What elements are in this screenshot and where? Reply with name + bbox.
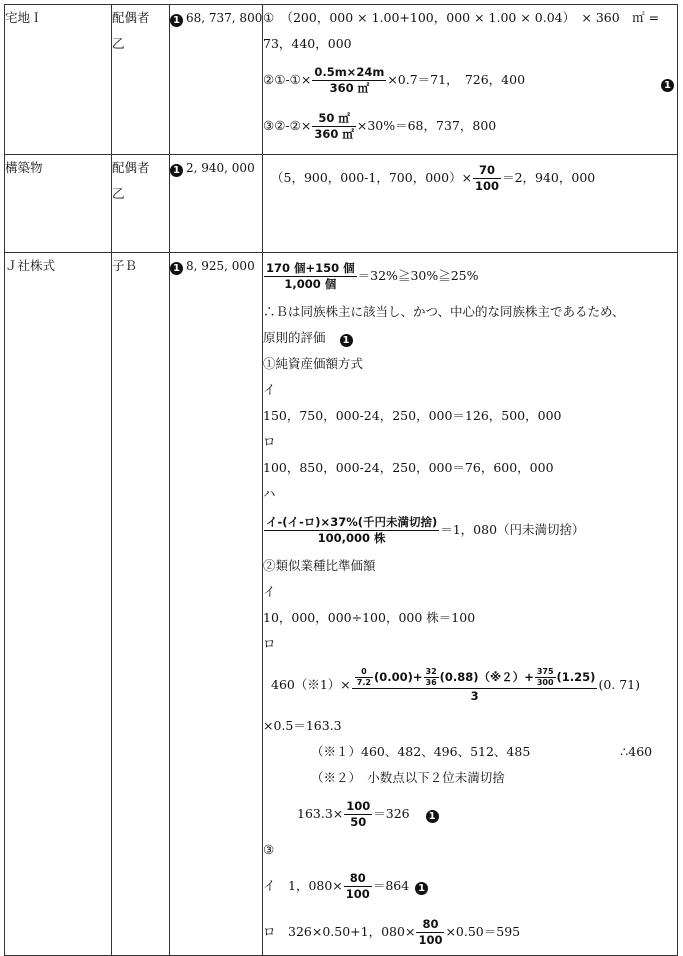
fraction-numerator: 0.5m×24m	[314, 65, 385, 79]
fraction	[473, 163, 501, 194]
fraction-denominator: 360 ㎡	[314, 127, 354, 141]
calc-text: ＝864	[372, 878, 410, 893]
calc-text: ×0.7＝71， 726，400	[387, 72, 526, 87]
calc-line	[263, 791, 677, 837]
fraction	[344, 871, 372, 902]
calc-line	[263, 909, 677, 955]
calc-text: 460（※1）×	[271, 677, 351, 692]
calc-text: ＝32%≧30%≧25%	[357, 268, 479, 283]
table-row	[5, 5, 678, 155]
calc-line: ハ	[263, 486, 276, 501]
point-mark-icon: 1	[661, 79, 674, 92]
fraction-numerator: 80	[344, 871, 372, 887]
fraction-numerator: 100	[346, 799, 371, 813]
calc-text: ②①-①×	[263, 72, 312, 87]
calc-line	[263, 57, 677, 103]
calc-text: ロ 326×0.50+1，080×	[263, 924, 416, 939]
calc-text: (1.25)	[556, 670, 596, 684]
fraction-denominator: 100,000 株	[317, 531, 386, 545]
amount-cell	[170, 5, 263, 155]
fraction-numerator: 0	[355, 667, 373, 678]
fraction	[312, 111, 356, 142]
fraction-numerator: 170 個+150 個	[266, 261, 355, 275]
fraction	[535, 667, 556, 688]
point-mark-icon: 1	[170, 164, 183, 177]
calc-line: 10，000，000÷100，000 株＝100	[263, 610, 476, 625]
fraction	[312, 65, 386, 96]
calc-line: イ	[263, 382, 276, 397]
calc-line	[263, 507, 677, 553]
fraction-denominator: 300	[536, 678, 554, 687]
calculation-cell	[263, 155, 678, 253]
fraction-denominator: 100	[345, 887, 370, 901]
calc-text: ×30%＝68，737，800	[356, 118, 497, 133]
amount-value: 8, 925, 000	[186, 259, 255, 273]
amount-value: 2, 940, 000	[186, 161, 255, 175]
fraction	[416, 917, 444, 948]
fraction-denominator: 1,000 個	[284, 277, 337, 291]
calc-line: ①純資産価額方式	[263, 356, 364, 371]
point-mark-icon: 1	[426, 810, 439, 823]
calc-text: 原則的評価	[263, 330, 326, 345]
fraction-numerator: 50 ㎡	[312, 111, 356, 127]
table-row	[5, 253, 678, 956]
calc-text: （5，900，000-1，700，000）×	[271, 170, 473, 185]
point-mark-icon: 1	[170, 14, 183, 27]
calc-line: ②類似業種比準価額	[263, 558, 376, 573]
calc-text: (0. 71)	[598, 677, 640, 692]
fraction-numerator: 375	[536, 667, 554, 676]
calc-line: 73，440，000	[263, 36, 352, 51]
fraction-numerator: 32	[425, 667, 437, 676]
owner-cell	[112, 253, 170, 956]
calc-text: （※１）460、482、496、512、485	[311, 744, 531, 759]
valuation-table	[4, 4, 678, 956]
owner-line: 配偶者	[112, 10, 150, 25]
owner-line: 乙	[112, 186, 125, 201]
fraction	[355, 667, 373, 688]
point-mark-icon: 1	[340, 334, 353, 347]
compound-fraction	[352, 667, 598, 704]
asset-name: 宅地Ｉ	[5, 10, 43, 25]
fraction-denominator: 3	[470, 689, 479, 703]
calc-text: ＝1，080（円未満切捨）	[440, 522, 585, 537]
calc-text: ×0.50＝595	[445, 924, 521, 939]
calc-text: ∴460	[620, 744, 653, 759]
calc-line	[263, 657, 677, 713]
calc-line: ③	[263, 842, 275, 857]
point-mark-icon: 1	[415, 882, 428, 895]
table-row	[5, 155, 678, 253]
calc-text: ③②-②×	[263, 118, 312, 133]
amount-value: 68, 737, 800	[186, 11, 263, 25]
fraction-denominator: 360 ㎡	[329, 81, 370, 95]
owner-line: 乙	[112, 36, 125, 51]
fraction-numerator	[352, 667, 598, 689]
calc-line: イ	[263, 584, 276, 599]
fraction-numerator: 80	[416, 917, 444, 933]
calculation-cell	[263, 5, 678, 155]
fraction	[344, 799, 372, 830]
calc-line: ×0.5＝163.3	[263, 718, 342, 733]
calc-text: (0.88)（※２）+	[439, 670, 534, 684]
owner-cell	[112, 5, 170, 155]
calc-text: (0.00)+	[373, 670, 423, 684]
owner-cell	[112, 155, 170, 253]
owner-line: 配偶者	[112, 160, 150, 175]
fraction	[264, 261, 357, 292]
calc-line	[263, 103, 677, 149]
calc-line	[263, 253, 677, 299]
calc-line	[263, 325, 677, 351]
fraction	[264, 515, 439, 546]
calc-text: ＝326	[373, 806, 410, 821]
calc-line: 150，750，000-24，250，000＝126，500，000	[263, 408, 562, 423]
asset-cell	[5, 5, 112, 155]
calc-line	[263, 739, 677, 765]
fraction-denominator: 100	[475, 179, 500, 193]
calc-line: 100，850，000-24，250，000＝76，600，000	[263, 460, 554, 475]
fraction-numerator: 70	[473, 163, 501, 179]
fraction-numerator: イ-(イ-ロ)×37%(千円未満切捨)	[266, 515, 438, 529]
calc-line: ① （200，000 × 1.00+100，000 × 1.00 × 0.04） × 360 ㎡ =	[263, 10, 660, 25]
calculation-cell	[263, 253, 678, 956]
fraction	[424, 667, 439, 688]
calc-text: イ 1，080×	[263, 878, 343, 893]
calc-line: ロ	[263, 434, 276, 449]
calc-line: ∴Ｂは同族株主に該当し、かつ、中心的な同族株主であるため、	[263, 304, 625, 319]
calc-line	[263, 155, 677, 201]
calc-line: （※２） 小数点以下２位未満切捨	[311, 770, 505, 785]
asset-name: Ｊ社株式	[5, 258, 56, 273]
calc-line	[263, 863, 677, 909]
amount-cell	[170, 155, 263, 253]
owner-line: 子Ｂ	[112, 258, 138, 273]
calc-line: ロ	[263, 636, 276, 651]
fraction-denominator: 50	[350, 815, 367, 829]
calc-text: ＝2，940，000	[502, 170, 596, 185]
asset-cell	[5, 155, 112, 253]
fraction-denominator: 36	[425, 678, 437, 687]
fraction-denominator: 100	[418, 933, 443, 947]
asset-name: 構築物	[5, 160, 43, 175]
point-mark-icon: 1	[170, 262, 183, 275]
calc-text: 163.3×	[297, 806, 344, 821]
amount-cell	[170, 253, 263, 956]
asset-cell	[5, 253, 112, 956]
fraction-denominator: 7.2	[356, 678, 371, 687]
